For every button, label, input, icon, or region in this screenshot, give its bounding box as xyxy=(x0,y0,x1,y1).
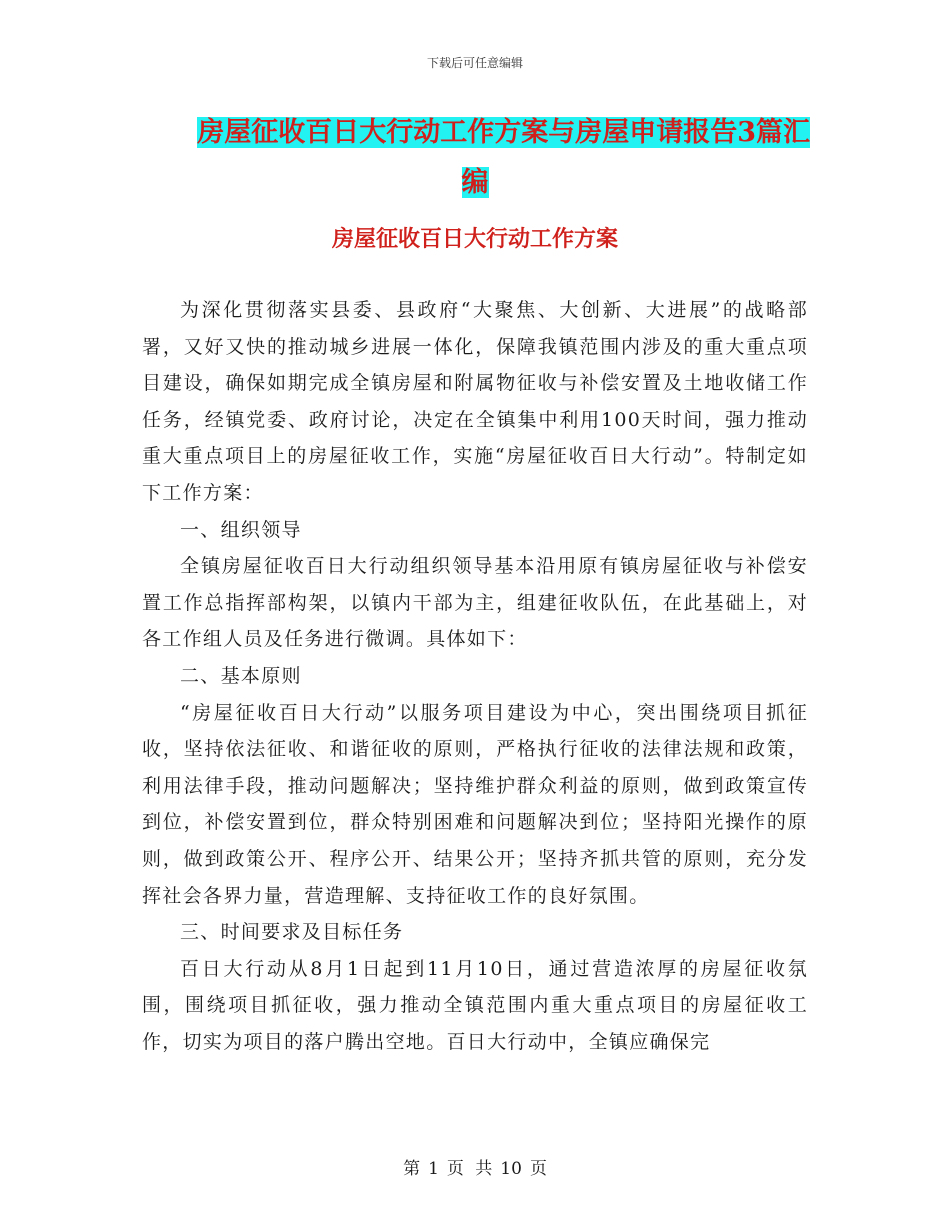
paragraph-intro: 为深化贯彻落实县委、县政府“大聚焦、大创新、大进展”的战略部署，又好又快的推动城乡进展一体化，保障我镇范围内涉及的重大重点项目建设，确保如期完成全镇房屋和附属物征收与补偿安置及土地收储工作任务，经镇党委、政府讨论，决定在全镇集中利用100天时间，强力推动重大重点项目上的房屋征收工作，实施“房屋征收百日大行动”。特制定如下工作方案： xyxy=(142,299,808,504)
section-title: 房屋征收百日大行动工作方案 xyxy=(331,226,618,252)
document-title-line1: 房屋征收百日大行动工作方案与房屋申请报告3篇汇 xyxy=(197,117,810,148)
page-total: 10 xyxy=(500,1159,522,1179)
document-title xyxy=(140,108,810,208)
footer-mid: 页 共 xyxy=(446,1159,493,1179)
footer-suffix: 页 xyxy=(529,1159,547,1179)
footer-prefix: 第 xyxy=(403,1159,421,1179)
document-body xyxy=(142,292,808,1060)
heading-organization: 一、组织领导 xyxy=(180,518,302,541)
heading-schedule: 三、时间要求及目标任务 xyxy=(180,921,404,944)
paragraph-schedule: 百日大行动从8月1日起到11月10日，通过营造浓厚的房屋征收氛围，围绕项目抓征收，强力推动全镇范围内重大重点项目的房屋征收工作，切实为项目的落户腾出空地。百日大行动中，全镇应确保完 xyxy=(142,957,808,1053)
heading-principles: 二、基本原则 xyxy=(180,664,302,687)
paragraph-principles: “房屋征收百日大行动”以服务项目建设为中心，突出围绕项目抓征收，坚持依法征收、和谐征收的原则，严格执行征收的法律法规和政策，利用法律手段，推动问题解决；坚持维护群众利益的原则，做到政策宣传到位，补偿安置到位，群众特别困难和问题解决到位；坚持阳光操作的原则，做到政策公开、程序公开、结果公开；坚持齐抓共管的原则，充分发挥社会各界力量，营造理解、支持征收工作的良好氛围。 xyxy=(142,701,808,907)
paragraph-organization: 全镇房屋征收百日大行动组织领导基本沿用原有镇房屋征收与补偿安置工作总指挥部构架，以镇内干部为主，组建征收队伍，在此基础上，对各工作组人员及任务进行微调。具体如下： xyxy=(142,555,808,651)
header-note: 下载后可任意编辑 xyxy=(426,56,523,70)
document-title-line2: 编 xyxy=(461,167,489,198)
page-footer xyxy=(0,1154,950,1179)
page-number: 1 xyxy=(428,1159,439,1179)
